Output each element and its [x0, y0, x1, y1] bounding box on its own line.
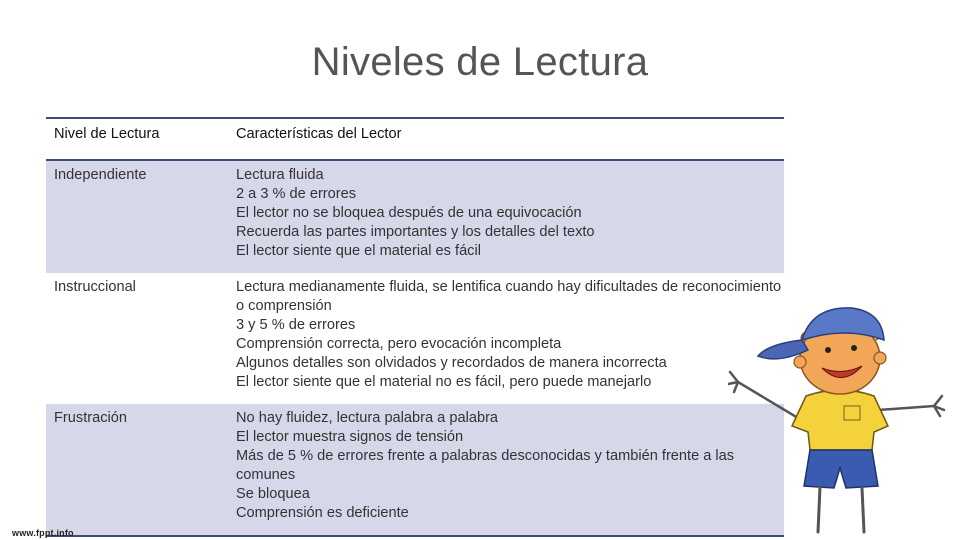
characteristic-line: Comprensión es deficiente [236, 505, 409, 521]
characteristic-line: Comprensión correcta, pero evocación incompleta [236, 336, 562, 352]
legs [818, 487, 864, 532]
characteristics-cell [228, 160, 784, 273]
characteristics-cell [228, 404, 784, 536]
left-eye [825, 347, 831, 353]
characteristic-line: El lector muestra signos de tensión [236, 429, 464, 445]
characteristic-line: El lector no se bloquea después de una equivocación [236, 205, 582, 221]
level-cell: Instruccional [54, 279, 136, 295]
characteristic-line: Recuerda las partes importantes y los detalles del texto [236, 224, 595, 240]
characteristic-line: El lector siente que el material no es fácil, pero puede manejarlo [236, 374, 652, 390]
left-ear [794, 356, 806, 368]
characteristic-line: Más de 5 % de errores frente a palabras desconocidas y también frente a las comunes [236, 448, 735, 483]
characteristic-line: Algunos detalles son olvidados y recordados de manera incorrecta [236, 355, 667, 371]
table-header-row [46, 118, 784, 160]
characteristic-line: Se bloquea [236, 486, 310, 502]
characteristic-line: 2 a 3 % de errores [236, 186, 357, 202]
characteristic-line: El lector siente que el material es fácil [236, 243, 481, 259]
characteristic-line: Lectura medianamente fluida, se lentifica cuando hay dificultades de reconocimiento o comprensión [236, 279, 782, 314]
characteristics-cell [228, 273, 784, 404]
table-row [46, 273, 784, 404]
level-cell: Frustración [46, 404, 228, 536]
header-level: Nivel de Lectura [54, 126, 160, 142]
cartoon-boy-illustration [728, 300, 960, 540]
level-cell: Independiente [46, 160, 228, 273]
shirt [792, 390, 888, 450]
shorts [804, 450, 878, 488]
table-row [46, 160, 784, 273]
right-ear [874, 352, 886, 364]
header-characteristics: Características del Lector [236, 126, 402, 142]
left-arm [728, 372, 798, 418]
right-arm [878, 396, 944, 416]
characteristic-line: Lectura fluida [236, 167, 324, 183]
characteristic-line: 3 y 5 % de errores [236, 317, 356, 333]
table-row [46, 404, 784, 536]
right-eye [851, 345, 857, 351]
slide-title: Niveles de Lectura [311, 40, 649, 84]
characteristic-line: No hay fluidez, lectura palabra a palabra [236, 410, 499, 426]
reading-levels-table [46, 117, 784, 537]
footer-website: www.fppt.info [12, 528, 74, 538]
